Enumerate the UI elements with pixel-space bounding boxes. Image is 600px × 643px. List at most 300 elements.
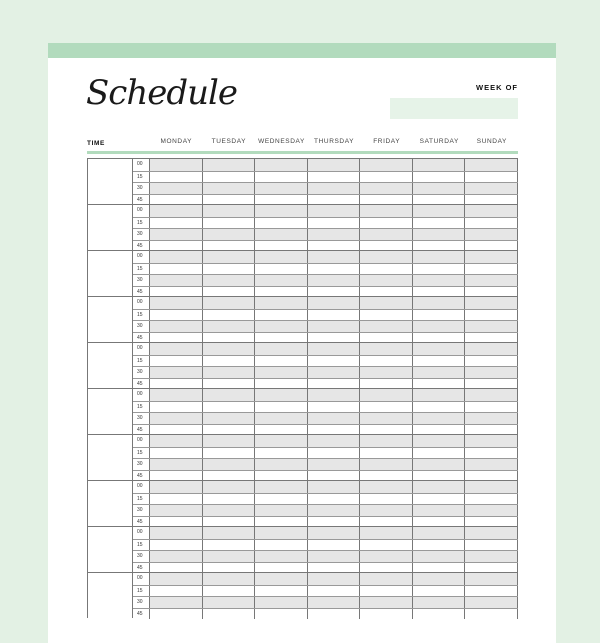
schedule-cell[interactable] [465,333,518,344]
schedule-cell[interactable] [255,205,308,217]
week-of-field[interactable] [390,98,518,119]
schedule-cell[interactable] [308,448,361,459]
hour-cell[interactable] [87,297,133,342]
schedule-cell[interactable] [150,551,203,562]
schedule-cell[interactable] [465,517,518,528]
schedule-cell[interactable] [255,264,308,275]
schedule-cell[interactable] [360,448,413,459]
schedule-cell[interactable] [255,481,308,493]
schedule-cell[interactable] [413,563,466,574]
hour-cell[interactable] [87,251,133,296]
schedule-cell[interactable] [360,425,413,436]
schedule-cell[interactable] [413,413,466,424]
schedule-cell[interactable] [360,551,413,562]
schedule-cell[interactable] [465,586,518,597]
schedule-cell[interactable] [203,343,256,355]
schedule-cell[interactable] [308,471,361,482]
schedule-cell[interactable] [255,310,308,321]
schedule-cell[interactable] [150,205,203,217]
schedule-cell[interactable] [308,573,361,585]
schedule-cell[interactable] [308,563,361,574]
schedule-cell[interactable] [465,321,518,332]
schedule-cell[interactable] [308,527,361,539]
schedule-cell[interactable] [465,540,518,551]
schedule-cell[interactable] [465,459,518,470]
schedule-cell[interactable] [308,356,361,367]
hour-cell[interactable] [87,435,133,480]
schedule-cell[interactable] [360,367,413,378]
schedule-cell[interactable] [203,297,256,309]
schedule-cell[interactable] [150,218,203,229]
schedule-cell[interactable] [413,287,466,298]
minute-label: 15 [133,402,150,413]
schedule-cell[interactable] [465,494,518,505]
schedule-cell[interactable] [150,448,203,459]
schedule-cell[interactable] [203,540,256,551]
schedule-cell[interactable] [308,586,361,597]
schedule-cell[interactable] [360,251,413,263]
schedule-cell[interactable] [150,379,203,390]
day-header: TUESDAY [211,138,247,145]
hour-cell[interactable] [87,389,133,434]
schedule-cell[interactable] [203,563,256,574]
schedule-cell[interactable] [360,402,413,413]
schedule-cell[interactable] [308,367,361,378]
schedule-cell[interactable] [203,494,256,505]
schedule-cell[interactable] [465,183,518,194]
schedule-cell[interactable] [360,563,413,574]
schedule-cell[interactable] [465,551,518,562]
schedule-cell[interactable] [308,333,361,344]
schedule-cell[interactable] [465,413,518,424]
schedule-cell[interactable] [465,367,518,378]
hour-cell[interactable] [87,573,133,618]
schedule-cell[interactable] [150,586,203,597]
schedule-cell[interactable] [150,389,203,401]
schedule-cell[interactable] [413,481,466,493]
schedule-cell[interactable] [465,505,518,516]
schedule-cell[interactable] [150,402,203,413]
schedule-cell[interactable] [203,481,256,493]
schedule-cell[interactable] [203,471,256,482]
schedule-cell[interactable] [308,287,361,298]
hour-block [87,434,518,480]
schedule-cell[interactable] [413,183,466,194]
schedule-cell[interactable] [308,413,361,424]
schedule-cell[interactable] [255,551,308,562]
schedule-cell[interactable] [150,597,203,608]
schedule-cell[interactable] [203,379,256,390]
schedule-cell[interactable] [150,241,203,252]
schedule-cell[interactable] [255,172,308,183]
schedule-cell[interactable] [255,183,308,194]
schedule-cell[interactable] [255,275,308,286]
schedule-cell[interactable] [255,435,308,447]
schedule-cell[interactable] [255,586,308,597]
schedule-cell[interactable] [465,172,518,183]
schedule-cell[interactable] [150,343,203,355]
schedule-cell[interactable] [360,321,413,332]
schedule-cell[interactable] [203,321,256,332]
schedule-cell[interactable] [150,264,203,275]
schedule-cell[interactable] [308,195,361,206]
schedule-cell[interactable] [150,183,203,194]
schedule-cell[interactable] [203,459,256,470]
schedule-cell[interactable] [150,527,203,539]
schedule-cell[interactable] [255,540,308,551]
schedule-cell[interactable] [413,251,466,263]
schedule-cell[interactable] [308,517,361,528]
schedule-cell[interactable] [308,435,361,447]
schedule-cell[interactable] [413,573,466,585]
schedule-cell[interactable] [150,481,203,493]
schedule-cell[interactable] [465,275,518,286]
schedule-cell[interactable] [255,597,308,608]
schedule-cell[interactable] [203,517,256,528]
schedule-cell[interactable] [360,494,413,505]
hour-cell[interactable] [87,205,133,250]
schedule-cell[interactable] [465,218,518,229]
schedule-cell[interactable] [308,159,361,171]
schedule-cell[interactable] [255,413,308,424]
schedule-cell[interactable] [465,287,518,298]
schedule-cell[interactable] [255,379,308,390]
schedule-cell[interactable] [150,459,203,470]
schedule-cell[interactable] [203,195,256,206]
schedule-cell[interactable] [255,609,308,620]
schedule-cell[interactable] [150,494,203,505]
schedule-cell[interactable] [360,471,413,482]
schedule-cell[interactable] [308,402,361,413]
schedule-cell[interactable] [308,172,361,183]
schedule-cell[interactable] [150,172,203,183]
schedule-cell[interactable] [360,527,413,539]
schedule-cell[interactable] [413,218,466,229]
schedule-cell[interactable] [360,459,413,470]
schedule-cell[interactable] [413,494,466,505]
schedule-cell[interactable] [360,517,413,528]
schedule-cell[interactable] [308,494,361,505]
schedule-cell[interactable] [360,597,413,608]
schedule-cell[interactable] [413,333,466,344]
schedule-cell[interactable] [413,321,466,332]
schedule-cell[interactable] [360,540,413,551]
schedule-cell[interactable] [413,159,466,171]
schedule-cell[interactable] [465,402,518,413]
schedule-cell[interactable] [465,195,518,206]
schedule-cell[interactable] [413,586,466,597]
schedule-cell[interactable] [360,413,413,424]
hour-cell[interactable] [87,527,133,572]
schedule-cell[interactable] [308,343,361,355]
schedule-cell[interactable] [308,205,361,217]
schedule-cell[interactable] [413,402,466,413]
schedule-cell[interactable] [203,264,256,275]
schedule-cell[interactable] [465,609,518,620]
minute-label: 15 [133,494,150,505]
schedule-cell[interactable] [203,413,256,424]
schedule-cell[interactable] [360,195,413,206]
schedule-cell[interactable] [203,183,256,194]
schedule-cell[interactable] [413,275,466,286]
schedule-cell[interactable] [255,229,308,240]
schedule-cell[interactable] [360,264,413,275]
schedule-cell[interactable] [255,321,308,332]
schedule-cell[interactable] [203,597,256,608]
schedule-cell[interactable] [150,413,203,424]
schedule-cell[interactable] [203,609,256,620]
schedule-cell[interactable] [308,218,361,229]
schedule-cell[interactable] [413,389,466,401]
schedule-cell[interactable] [465,297,518,309]
schedule-cell[interactable] [203,573,256,585]
schedule-cell[interactable] [150,517,203,528]
schedule-cell[interactable] [360,287,413,298]
schedule-cell[interactable] [465,389,518,401]
schedule-cell[interactable] [413,551,466,562]
schedule-cell[interactable] [150,229,203,240]
schedule-cell[interactable] [360,435,413,447]
schedule-cell[interactable] [360,172,413,183]
schedule-cell[interactable] [308,389,361,401]
schedule-cell[interactable] [255,573,308,585]
schedule-cell[interactable] [360,586,413,597]
schedule-cell[interactable] [203,448,256,459]
schedule-cell[interactable] [465,205,518,217]
schedule-cell[interactable] [413,241,466,252]
schedule-cell[interactable] [465,448,518,459]
schedule-cell[interactable] [308,183,361,194]
schedule-cell[interactable] [308,597,361,608]
schedule-cell[interactable] [413,540,466,551]
schedule-cell[interactable] [203,367,256,378]
schedule-cell[interactable] [203,241,256,252]
schedule-cell[interactable] [203,505,256,516]
schedule-cell[interactable] [308,505,361,516]
schedule-cell[interactable] [255,527,308,539]
schedule-cell[interactable] [255,343,308,355]
schedule-cell[interactable] [465,264,518,275]
schedule-cell[interactable] [413,379,466,390]
schedule-cell[interactable] [465,343,518,355]
schedule-cell[interactable] [203,402,256,413]
minute-label: 30 [133,275,150,286]
schedule-cell[interactable] [413,471,466,482]
schedule-cell[interactable] [150,195,203,206]
hour-cell[interactable] [87,343,133,388]
schedule-cell[interactable] [255,297,308,309]
schedule-cell[interactable] [203,251,256,263]
schedule-cell[interactable] [308,379,361,390]
schedule-cell[interactable] [255,251,308,263]
schedule-cell[interactable] [360,241,413,252]
schedule-cell[interactable] [203,551,256,562]
schedule-cell[interactable] [150,356,203,367]
schedule-cell[interactable] [203,218,256,229]
schedule-cell[interactable] [203,356,256,367]
schedule-cell[interactable] [150,321,203,332]
schedule-cell[interactable] [413,343,466,355]
schedule-cell[interactable] [255,195,308,206]
schedule-cell[interactable] [360,297,413,309]
schedule-cell[interactable] [308,321,361,332]
schedule-cell[interactable] [255,356,308,367]
schedule-cell[interactable] [308,540,361,551]
schedule-cell[interactable] [150,425,203,436]
schedule-cell[interactable] [360,609,413,620]
schedule-cell[interactable] [308,229,361,240]
schedule-cell[interactable] [255,471,308,482]
schedule-cell[interactable] [203,435,256,447]
minute-label: 30 [133,183,150,194]
schedule-cell[interactable] [255,494,308,505]
schedule-cell[interactable] [203,287,256,298]
schedule-cell[interactable] [255,241,308,252]
schedule-cell[interactable] [465,481,518,493]
schedule-cell[interactable] [413,527,466,539]
schedule-cell[interactable] [255,448,308,459]
schedule-cell[interactable] [255,159,308,171]
schedule-cell[interactable] [413,425,466,436]
schedule-cell[interactable] [150,367,203,378]
schedule-cell[interactable] [360,205,413,217]
schedule-cell[interactable] [413,297,466,309]
schedule-cell[interactable] [203,333,256,344]
schedule-cell[interactable] [360,159,413,171]
schedule-cell[interactable] [360,229,413,240]
schedule-cell[interactable] [413,172,466,183]
schedule-cell[interactable] [413,505,466,516]
schedule-cell[interactable] [360,379,413,390]
schedule-cell[interactable] [150,333,203,344]
schedule-cell[interactable] [360,573,413,585]
schedule-cell[interactable] [150,573,203,585]
schedule-cell[interactable] [255,287,308,298]
schedule-cell[interactable] [465,356,518,367]
schedule-cell[interactable] [413,609,466,620]
schedule-cell[interactable] [150,540,203,551]
schedule-cell[interactable] [413,517,466,528]
schedule-cell[interactable] [360,275,413,286]
hour-cell[interactable] [87,481,133,526]
schedule-cell[interactable] [360,356,413,367]
schedule-cell[interactable] [465,563,518,574]
schedule-cell[interactable] [308,264,361,275]
schedule-cell[interactable] [308,609,361,620]
schedule-cell[interactable] [150,471,203,482]
schedule-cell[interactable] [203,159,256,171]
schedule-cell[interactable] [360,218,413,229]
schedule-cell[interactable] [465,471,518,482]
schedule-cell[interactable] [413,435,466,447]
schedule-cell[interactable] [150,505,203,516]
schedule-cell[interactable] [413,356,466,367]
schedule-cell[interactable] [360,389,413,401]
schedule-cell[interactable] [413,448,466,459]
schedule-cell[interactable] [360,481,413,493]
schedule-cell[interactable] [255,425,308,436]
schedule-cell[interactable] [203,425,256,436]
schedule-cell[interactable] [413,205,466,217]
schedule-cell[interactable] [308,251,361,263]
schedule-cell[interactable] [413,264,466,275]
schedule-cell[interactable] [255,563,308,574]
schedule-cell[interactable] [203,310,256,321]
schedule-cell[interactable] [413,195,466,206]
schedule-cell[interactable] [465,597,518,608]
schedule-cell[interactable] [150,609,203,620]
schedule-cell[interactable] [308,275,361,286]
schedule-cell[interactable] [413,367,466,378]
schedule-cell[interactable] [203,205,256,217]
schedule-cell[interactable] [465,425,518,436]
schedule-cell[interactable] [308,241,361,252]
schedule-cell[interactable] [255,517,308,528]
schedule-cell[interactable] [308,425,361,436]
schedule-cell[interactable] [203,275,256,286]
time-slot-row [133,332,518,344]
schedule-cell[interactable] [150,275,203,286]
schedule-cell[interactable] [150,159,203,171]
schedule-cell[interactable] [413,310,466,321]
schedule-cell[interactable] [413,229,466,240]
schedule-cell[interactable] [255,389,308,401]
hour-cell[interactable] [87,159,133,204]
schedule-cell[interactable] [308,551,361,562]
schedule-cell[interactable] [360,183,413,194]
schedule-cell[interactable] [203,172,256,183]
schedule-cell[interactable] [203,229,256,240]
schedule-cell[interactable] [150,563,203,574]
schedule-cell[interactable] [255,218,308,229]
schedule-cell[interactable] [150,435,203,447]
schedule-cell[interactable] [413,597,466,608]
schedule-cell[interactable] [255,367,308,378]
schedule-cell[interactable] [150,297,203,309]
schedule-cell[interactable] [150,251,203,263]
schedule-cell[interactable] [150,287,203,298]
schedule-cell[interactable] [255,505,308,516]
time-slot-row [133,228,518,240]
schedule-cell[interactable] [465,251,518,263]
schedule-cell[interactable] [308,481,361,493]
schedule-cell[interactable] [360,333,413,344]
schedule-cell[interactable] [255,402,308,413]
schedule-cell[interactable] [150,310,203,321]
schedule-cell[interactable] [255,333,308,344]
minute-label: 15 [133,540,150,551]
schedule-cell[interactable] [465,241,518,252]
schedule-cell[interactable] [308,310,361,321]
schedule-cell[interactable] [203,389,256,401]
schedule-cell[interactable] [465,573,518,585]
schedule-cell[interactable] [308,297,361,309]
schedule-cell[interactable] [465,379,518,390]
schedule-cell[interactable] [465,159,518,171]
schedule-cell[interactable] [308,459,361,470]
schedule-cell[interactable] [203,586,256,597]
schedule-cell[interactable] [465,310,518,321]
schedule-cell[interactable] [465,527,518,539]
schedule-cell[interactable] [465,435,518,447]
schedule-cell[interactable] [255,459,308,470]
schedule-cell[interactable] [360,343,413,355]
schedule-cell[interactable] [203,527,256,539]
schedule-cell[interactable] [465,229,518,240]
schedule-cell[interactable] [360,505,413,516]
schedule-cell[interactable] [360,310,413,321]
schedule-cell[interactable] [413,459,466,470]
